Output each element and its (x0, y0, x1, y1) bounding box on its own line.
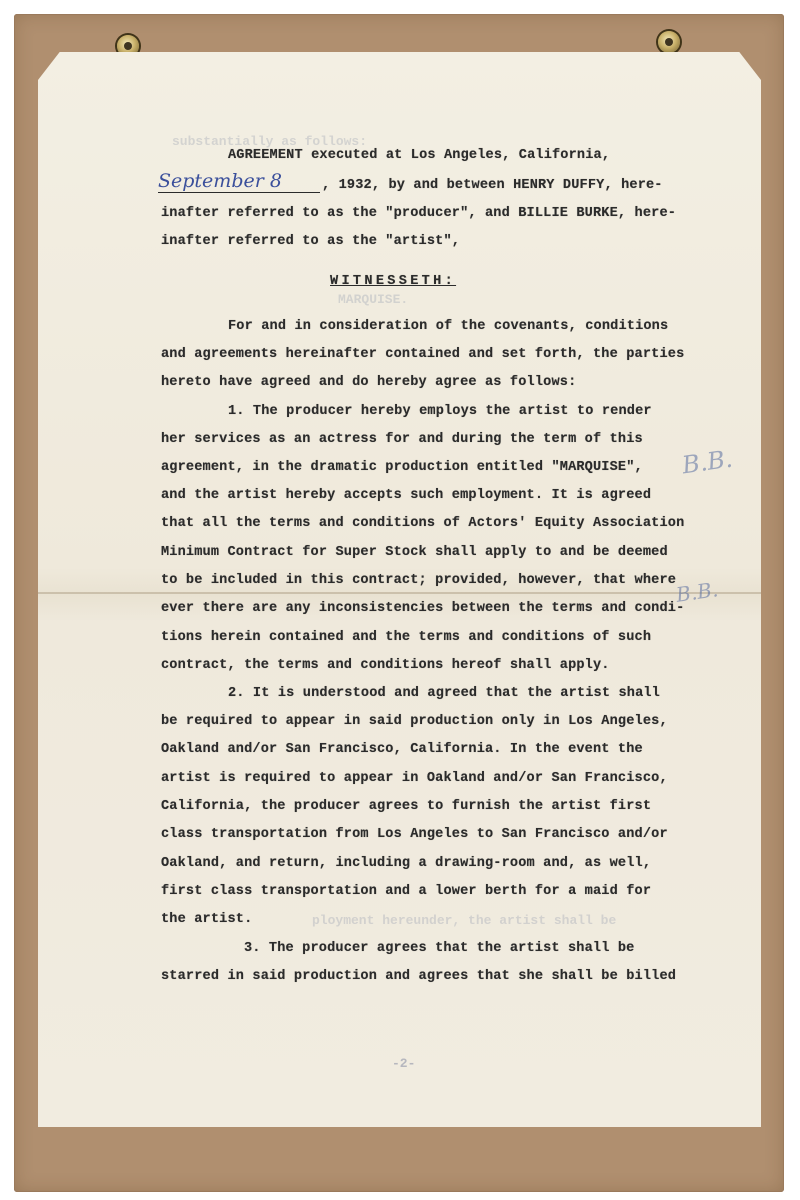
clause2-line-2: be required to appear in said production only in Los Angeles, (161, 714, 668, 729)
marginal-initials-1: B.B. (680, 444, 735, 480)
clause1-line-9: tions herein contained and the terms and conditions of such (161, 630, 652, 645)
clause1-line-8: ever there are any inconsistencies between the terms and condi- (161, 601, 685, 616)
brass-fastener-right-icon (658, 31, 680, 53)
witnesseth-heading: WITNESSETH: (330, 274, 457, 289)
bleed-through-heading: MARQUISE. (338, 292, 409, 307)
handwritten-date: September 8 (158, 170, 282, 192)
marginal-initials-2: B.B. (674, 577, 720, 607)
intro-line-1: AGREEMENT executed at Los Angeles, California, (228, 148, 611, 163)
paper-fold-line (38, 592, 761, 594)
clause1-line-10: contract, the terms and conditions hereof shall apply. (161, 658, 610, 673)
intro-line-3: inafter referred to as the "producer", and BILLIE BURKE, here- (161, 206, 677, 221)
clause1-line-2: her services as an actress for and during the term of this (161, 432, 643, 447)
date-underline (158, 192, 320, 193)
clause1-line-3: agreement, in the dramatic production entitled "MARQUISE", (161, 460, 643, 475)
clause1-line-5: that all the terms and conditions of Actors' Equity Association (161, 516, 685, 531)
page-number: -2- (392, 1056, 416, 1071)
clause1-line-1: 1. The producer hereby employs the artist to render (228, 404, 652, 419)
bleed-through-bottom: ployment hereunder, the artist shall be (312, 913, 617, 928)
clause1-line-7: to be included in this contract; provided, however, that where (161, 573, 677, 588)
clause1-line-4: and the artist hereby accepts such employment. It is agreed (161, 488, 652, 503)
bleed-through-top: substantially as follows: (172, 134, 368, 149)
clause3-line-1: 3. The producer agrees that the artist shall be (244, 941, 635, 956)
clause2-line-6: class transportation from Los Angeles to San Francisco and/or (161, 827, 668, 842)
consideration-line-1: For and in consideration of the covenants, conditions (228, 319, 669, 334)
clause2-line-8: first class transportation and a lower berth for a maid for (161, 884, 652, 899)
intro-line-2: , 1932, by and between HENRY DUFFY, here- (322, 178, 663, 193)
clause3-line-2: starred in said production and agrees that she shall be billed (161, 969, 677, 984)
clause2-line-9: the artist. (161, 912, 253, 927)
clause2-line-5: California, the producer agrees to furnish the artist first (161, 799, 652, 814)
clause2-line-3: Oakland and/or San Francisco, California. In the event the (161, 742, 643, 757)
clause2-line-4: artist is required to appear in Oakland and/or San Francisco, (161, 771, 668, 786)
consideration-line-3: hereto have agreed and do hereby agree as follows: (161, 375, 577, 390)
intro-line-4: inafter referred to as the "artist", (161, 234, 461, 249)
consideration-line-2: and agreements hereinafter contained and set forth, the parties (161, 347, 685, 362)
clause1-line-6: Minimum Contract for Super Stock shall apply to and be deemed (161, 545, 668, 560)
clause2-line-7: Oakland, and return, including a drawing-room and, as well, (161, 856, 652, 871)
clause2-line-1: 2. It is understood and agreed that the artist shall (228, 686, 660, 701)
